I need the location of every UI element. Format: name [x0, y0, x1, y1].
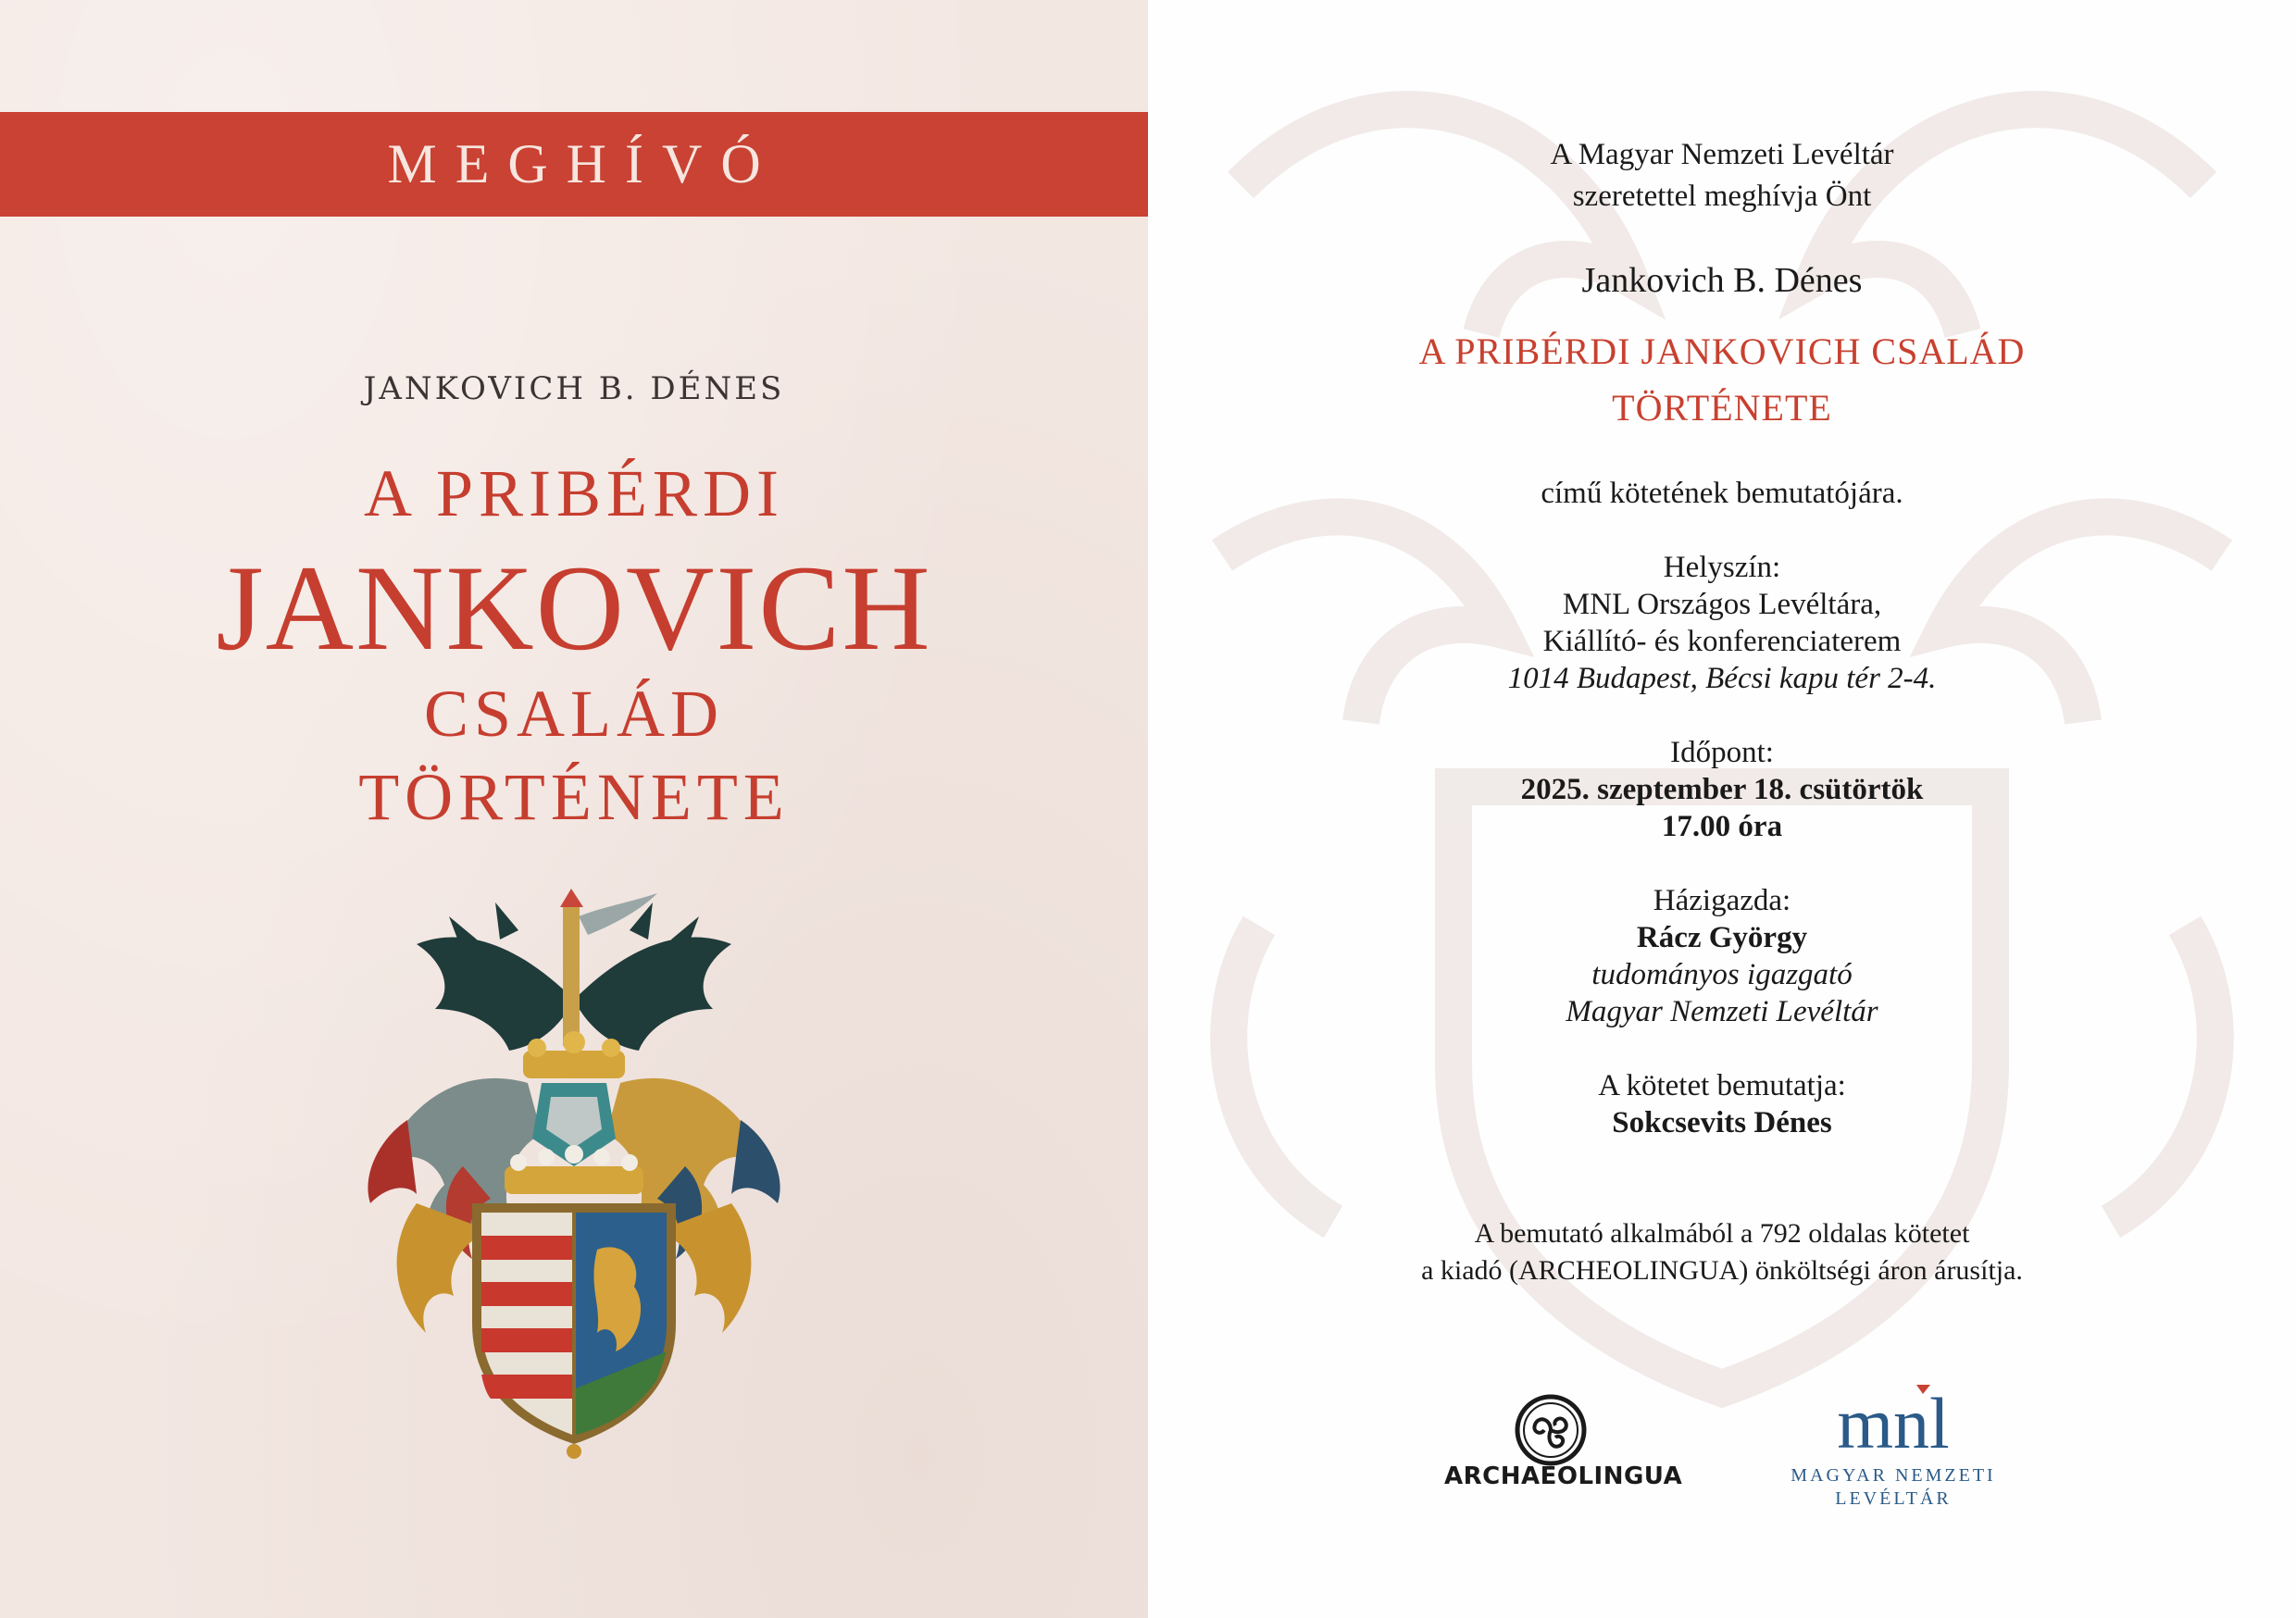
mnl-logo-line-2: LEVÉLTÁR: [1835, 1488, 1952, 1509]
venue-line-1: MNL Országos Levéltára,: [1562, 588, 1882, 621]
invitation-title-line-2: TÖRTÉNETE: [1612, 387, 1832, 429]
invitation-author: Jankovich B. Dénes: [1581, 261, 1863, 300]
note-line-1: A bemutató alkalmából a 792 oldalas kötetet: [1474, 1218, 1970, 1249]
host-organization: Magyar Nemzeti Levéltár: [1566, 995, 1878, 1028]
host-name: Rácz György: [1636, 921, 1808, 954]
cover-title-line-2: JANKOVICH: [216, 540, 932, 676]
invitation-subtitle: című kötetének bemutatójára.: [1541, 477, 1903, 510]
event-date: 2025. szeptember 18. csütörtök: [1520, 773, 1924, 806]
time-label: Időpont:: [1670, 736, 1774, 769]
banner-text: MEGHÍVÓ: [387, 133, 780, 194]
event-time: 17.00 óra: [1661, 810, 1783, 843]
presenter-name: Sokcsevits Dénes: [1612, 1106, 1832, 1139]
presenter-label: A kötetet bemutatja:: [1598, 1069, 1846, 1102]
coat-of-arms-image: [352, 889, 796, 1462]
cover-author: JANKOVICH B. DÉNES: [363, 370, 785, 407]
note-line-2: a kiadó (ARCHEOLINGUA) önköltségi áron árusítja.: [1421, 1255, 2023, 1286]
shield: [472, 1203, 676, 1444]
venue-label: Helyszín:: [1663, 551, 1781, 584]
lower-crown: [505, 1145, 643, 1194]
mnl-logo-icon: [1828, 1381, 1958, 1455]
archaeolingua-logo-text: ARCHAEOLINGUA: [1444, 1462, 1683, 1490]
intro-line-2: szeretettel meghívja Önt: [1572, 180, 1872, 213]
mnl-logo-mark: mnl: [1837, 1383, 1950, 1455]
cover-title-line-1: A PRIBÉRDI: [363, 456, 785, 530]
invitation-title-line-1: A PRIBÉRDI JANKOVICH CSALÁD: [1418, 330, 2026, 372]
cover-title-line-3: CSALÁD: [423, 677, 725, 751]
venue-address: 1014 Budapest, Bécsi kapu tér 2-4.: [1507, 662, 1937, 695]
host-label: Házigazda:: [1653, 884, 1791, 917]
host-role: tudományos igazgató: [1591, 958, 1853, 991]
cover-title-line-4: TÖRTÉNETE: [358, 760, 790, 834]
intro-line-1: A Magyar Nemzeti Levéltár: [1550, 138, 1894, 171]
invitation-banner: [0, 112, 1148, 217]
mnl-logo-line-1: MAGYAR NEMZETI: [1791, 1465, 1996, 1486]
venue-line-2: Kiállító- és konferenciaterem: [1542, 625, 1902, 658]
